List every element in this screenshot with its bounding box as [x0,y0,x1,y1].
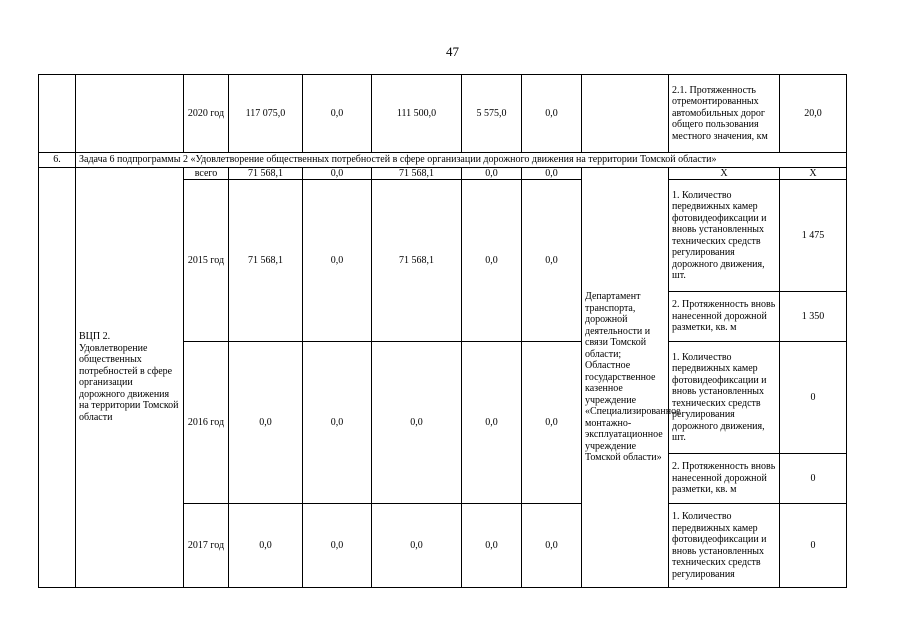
2017-total: 0,0 [229,504,303,588]
2017-local: 0,0 [462,504,522,588]
cell-executor [582,75,669,153]
2016-value-1: 0 [780,342,847,454]
2015-indicator-1: 1. Количество передвижных камер фотовидеофиксации и вновь установленных технических средств регулирования дорожного движения, шт. [669,180,780,292]
task-number: 6. [39,153,76,168]
total-other: 0,0 [522,167,582,180]
year-2015: 2015 год [184,180,229,342]
2016-total: 0,0 [229,342,303,504]
executor: Департамент транспорта, дорожной деятельности и связи Томской области; Областное государственное казенное учреждение «Специализированное монтажно-эксплуатационное учреждение Томской области» [582,167,669,588]
2017-regional: 0,0 [372,504,462,588]
2016-indicator-1: 1. Количество передвижных камер фотовидеофиксации и вновь установленных технических средств регулирования дорожного движения, шт. [669,342,780,454]
total-value-x: Х [780,167,847,180]
2015-value-1: 1 475 [780,180,847,292]
2015-local: 0,0 [462,180,522,342]
total-label: всего [184,167,229,180]
cell-num-empty [39,167,76,588]
program-table [38,74,847,588]
total-sum: 71 568,1 [229,167,303,180]
cell-num [39,75,76,153]
2016-indicator-2: 2. Протяженность вновь нанесенной дорожной разметки, кв. м [669,454,780,504]
2016-regional: 0,0 [372,342,462,504]
table-row-task [39,153,847,168]
2017-indicator-1: 1. Количество передвижных камер фотовидеофиксации и вновь установленных технических средств регулирования [669,504,780,588]
cell-year: 2020 год [184,75,229,153]
2015-other: 0,0 [522,180,582,342]
cell-other: 0,0 [522,75,582,153]
cell-regional: 111 500,0 [372,75,462,153]
2016-federal: 0,0 [303,342,372,504]
year-2017: 2017 год [184,504,229,588]
table-row-2020 [39,75,847,153]
total-regional: 71 568,1 [372,167,462,180]
cell-total: 117 075,0 [229,75,303,153]
vcp-name: ВЦП 2. Удовлетворение общественных потребностей в сфере организации дорожного движения на территории Томской области [76,167,184,588]
cell-name [76,75,184,153]
total-local: 0,0 [462,167,522,180]
total-indicator-x: Х [669,167,780,180]
2017-federal: 0,0 [303,504,372,588]
2015-indicator-2: 2. Протяженность вновь нанесенной дорожной разметки, кв. м [669,292,780,342]
2016-value-2: 0 [780,454,847,504]
2017-other: 0,0 [522,504,582,588]
table-row-total [39,167,847,180]
2016-local: 0,0 [462,342,522,504]
2015-regional: 71 568,1 [372,180,462,342]
total-federal: 0,0 [303,167,372,180]
cell-local: 5 575,0 [462,75,522,153]
cell-federal: 0,0 [303,75,372,153]
cell-indicator: 2.1. Протяженность отремонтированных автомобильных дорог общего пользования местного значения, км [669,75,780,153]
year-2016: 2016 год [184,342,229,504]
2015-value-2: 1 350 [780,292,847,342]
task-title: Задача 6 подпрограммы 2 «Удовлетворение общественных потребностей в сфере организации дорожного движения на территории Томской области» [76,153,847,168]
2015-federal: 0,0 [303,180,372,342]
page-number: 47 [446,44,459,59]
2016-other: 0,0 [522,342,582,504]
2015-total: 71 568,1 [229,180,303,342]
2017-value-1: 0 [780,504,847,588]
cell-indicator-value: 20,0 [780,75,847,153]
